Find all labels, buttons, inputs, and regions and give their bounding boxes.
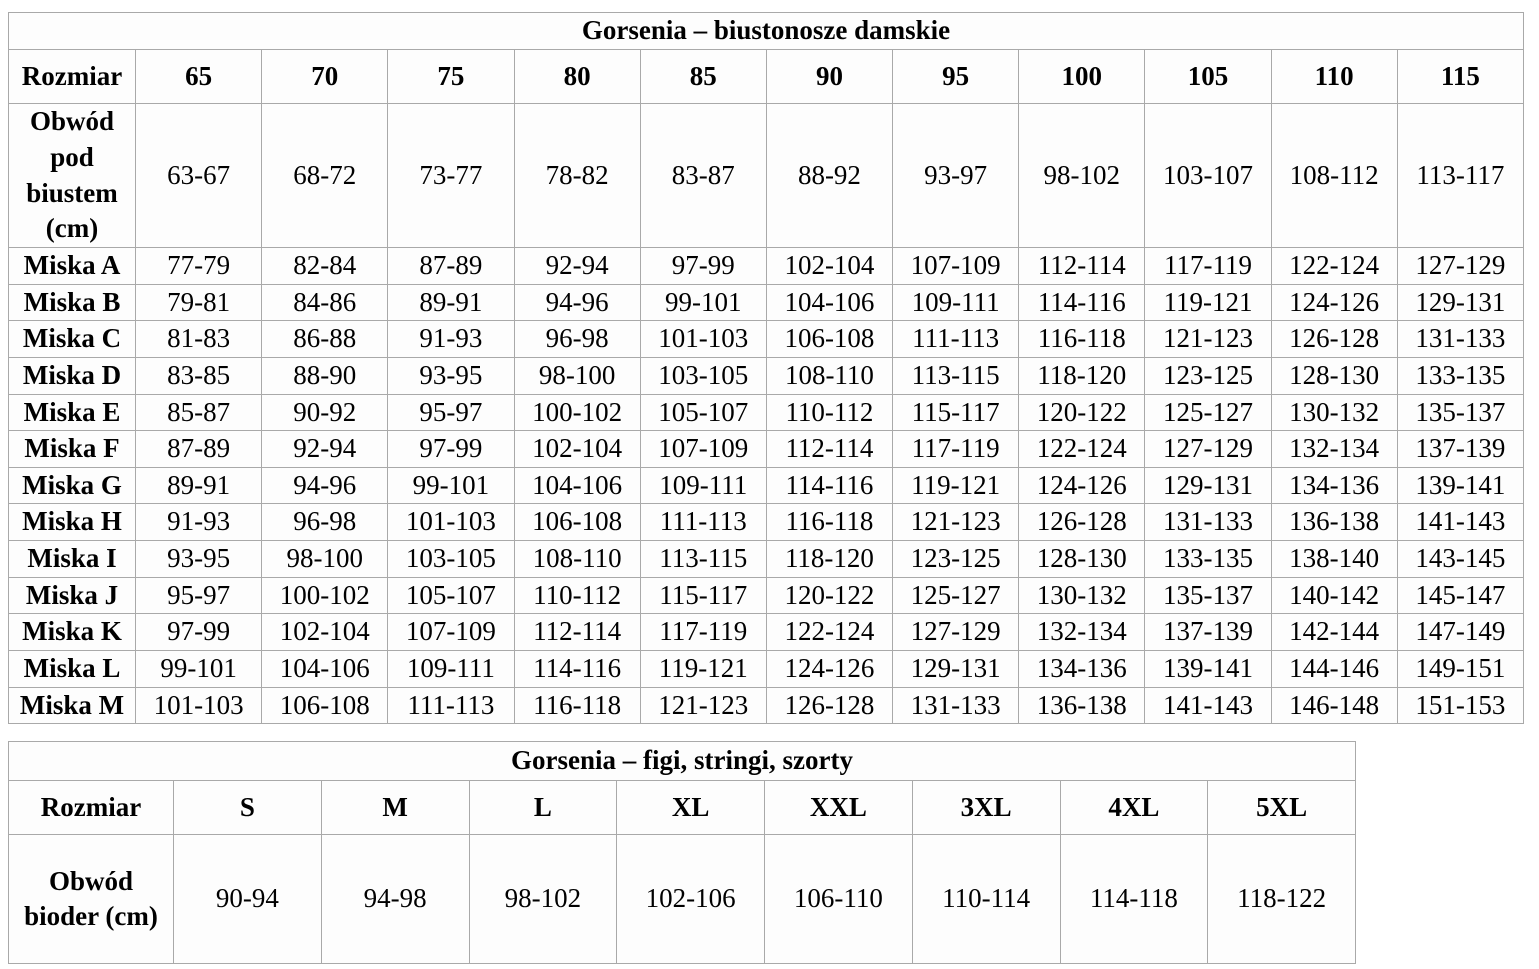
panties-size-header: 3XL: [912, 781, 1060, 835]
bras-value-cell: 104-106: [766, 284, 892, 321]
bras-value-cell: 95-97: [136, 577, 262, 614]
bras-value-cell: 73-77: [388, 104, 514, 248]
bras-value-cell: 99-101: [136, 650, 262, 687]
bras-value-cell: 93-95: [136, 541, 262, 578]
bras-value-cell: 117-119: [640, 614, 766, 651]
panties-value-cell: 106-110: [765, 835, 913, 964]
bras-value-cell: 102-104: [766, 248, 892, 285]
bras-title-row: [9, 13, 1524, 50]
bras-value-cell: 102-104: [514, 431, 640, 468]
bras-value-cell: 113-115: [893, 357, 1019, 394]
panties-size-header: S: [174, 781, 322, 835]
bras-value-cell: 126-128: [1019, 504, 1145, 541]
bras-value-cell: 90-92: [262, 394, 388, 431]
bras-value-cell: 121-123: [640, 687, 766, 724]
bras-value-cell: 87-89: [136, 431, 262, 468]
bras-value-cell: 147-149: [1397, 614, 1523, 651]
bras-row-label: Miska D: [9, 357, 136, 394]
bras-value-cell: 93-97: [893, 104, 1019, 248]
bras-value-cell: 111-113: [893, 321, 1019, 358]
bras-value-cell: 79-81: [136, 284, 262, 321]
bras-value-cell: 114-116: [766, 467, 892, 504]
bras-value-cell: 139-141: [1397, 467, 1523, 504]
bras-row: [9, 104, 1524, 248]
bras-value-cell: 89-91: [388, 284, 514, 321]
bras-value-cell: 123-125: [1145, 357, 1271, 394]
bras-value-cell: 129-131: [893, 650, 1019, 687]
bras-value-cell: 97-99: [388, 431, 514, 468]
panties-row: [9, 835, 1356, 964]
bras-value-cell: 130-132: [1019, 577, 1145, 614]
bras-value-cell: 96-98: [262, 504, 388, 541]
panties-size-header: XXL: [765, 781, 913, 835]
panties-title-row: [9, 742, 1356, 781]
panties-table-title: Gorsenia – figi, stringi, szorty: [9, 742, 1356, 781]
bras-value-cell: 108-110: [514, 541, 640, 578]
bras-row-label: Miska I: [9, 541, 136, 578]
bras-value-cell: 122-124: [1271, 248, 1397, 285]
panties-value-cell: 114-118: [1060, 835, 1208, 964]
bras-value-cell: 121-123: [1145, 321, 1271, 358]
bras-value-cell: 93-95: [388, 357, 514, 394]
bras-row: [9, 577, 1524, 614]
panties-corner-label: Rozmiar: [9, 781, 174, 835]
bras-value-cell: 121-123: [893, 504, 1019, 541]
bras-row-label: Obwód pod biustem (cm): [9, 104, 136, 248]
bras-size-header: 100: [1019, 50, 1145, 104]
bras-value-cell: 83-85: [136, 357, 262, 394]
bras-value-cell: 91-93: [136, 504, 262, 541]
bras-row-label: Miska A: [9, 248, 136, 285]
bras-size-header: 105: [1145, 50, 1271, 104]
bras-value-cell: 119-121: [1145, 284, 1271, 321]
bras-value-cell: 111-113: [388, 687, 514, 724]
bras-value-cell: 118-120: [1019, 357, 1145, 394]
bras-row-label: Miska B: [9, 284, 136, 321]
bras-value-cell: 149-151: [1397, 650, 1523, 687]
bras-row-label: Miska F: [9, 431, 136, 468]
bras-value-cell: 120-122: [766, 577, 892, 614]
bras-value-cell: 127-129: [893, 614, 1019, 651]
bras-value-cell: 135-137: [1145, 577, 1271, 614]
bras-value-cell: 99-101: [388, 467, 514, 504]
panties-value-cell: 94-98: [321, 835, 469, 964]
bras-value-cell: 137-139: [1397, 431, 1523, 468]
bras-value-cell: 133-135: [1397, 357, 1523, 394]
bras-value-cell: 106-108: [514, 504, 640, 541]
bras-value-cell: 130-132: [1271, 394, 1397, 431]
bras-row: [9, 431, 1524, 468]
bras-value-cell: 97-99: [640, 248, 766, 285]
bras-row: [9, 614, 1524, 651]
bras-value-cell: 151-153: [1397, 687, 1523, 724]
bras-value-cell: 131-133: [893, 687, 1019, 724]
bras-value-cell: 114-116: [1019, 284, 1145, 321]
bras-size-header: 75: [388, 50, 514, 104]
bras-value-cell: 116-118: [766, 504, 892, 541]
bras-value-cell: 119-121: [640, 650, 766, 687]
panties-header-row: [9, 781, 1356, 835]
bras-value-cell: 82-84: [262, 248, 388, 285]
bras-value-cell: 97-99: [136, 614, 262, 651]
bras-row-label: Miska J: [9, 577, 136, 614]
bras-value-cell: 136-138: [1271, 504, 1397, 541]
bras-value-cell: 92-94: [262, 431, 388, 468]
bras-value-cell: 95-97: [388, 394, 514, 431]
bras-value-cell: 101-103: [640, 321, 766, 358]
bras-value-cell: 115-117: [893, 394, 1019, 431]
bras-value-cell: 140-142: [1271, 577, 1397, 614]
bras-value-cell: 113-117: [1397, 104, 1523, 248]
bras-value-cell: 127-129: [1145, 431, 1271, 468]
bras-value-cell: 122-124: [766, 614, 892, 651]
panties-size-header: L: [469, 781, 617, 835]
bras-value-cell: 63-67: [136, 104, 262, 248]
bras-row: [9, 541, 1524, 578]
panties-value-cell: 98-102: [469, 835, 617, 964]
bras-value-cell: 96-98: [514, 321, 640, 358]
bras-value-cell: 104-106: [262, 650, 388, 687]
bras-value-cell: 119-121: [893, 467, 1019, 504]
bras-value-cell: 136-138: [1019, 687, 1145, 724]
bras-row: [9, 504, 1524, 541]
bras-row: [9, 284, 1524, 321]
bras-size-table: [8, 12, 1524, 724]
bras-value-cell: 124-126: [1271, 284, 1397, 321]
bras-value-cell: 128-130: [1271, 357, 1397, 394]
bras-value-cell: 109-111: [893, 284, 1019, 321]
bras-value-cell: 123-125: [893, 541, 1019, 578]
bras-value-cell: 110-112: [766, 394, 892, 431]
bras-value-cell: 124-126: [766, 650, 892, 687]
bras-value-cell: 112-114: [1019, 248, 1145, 285]
bras-value-cell: 114-116: [514, 650, 640, 687]
bras-value-cell: 107-109: [640, 431, 766, 468]
bras-value-cell: 138-140: [1271, 541, 1397, 578]
bras-size-header: 90: [766, 50, 892, 104]
bras-value-cell: 105-107: [388, 577, 514, 614]
bras-value-cell: 104-106: [514, 467, 640, 504]
bras-value-cell: 120-122: [1019, 394, 1145, 431]
panties-value-cell: 90-94: [174, 835, 322, 964]
panties-value-cell: 110-114: [912, 835, 1060, 964]
bras-value-cell: 125-127: [893, 577, 1019, 614]
bras-value-cell: 106-108: [766, 321, 892, 358]
bras-value-cell: 132-134: [1271, 431, 1397, 468]
bras-value-cell: 101-103: [388, 504, 514, 541]
bras-value-cell: 143-145: [1397, 541, 1523, 578]
bras-value-cell: 77-79: [136, 248, 262, 285]
bras-value-cell: 103-105: [640, 357, 766, 394]
bras-value-cell: 111-113: [640, 504, 766, 541]
bras-value-cell: 129-131: [1397, 284, 1523, 321]
bras-value-cell: 78-82: [514, 104, 640, 248]
bras-value-cell: 144-146: [1271, 650, 1397, 687]
bras-value-cell: 135-137: [1397, 394, 1523, 431]
bras-value-cell: 88-92: [766, 104, 892, 248]
panties-size-header: 4XL: [1060, 781, 1208, 835]
bras-value-cell: 116-118: [1019, 321, 1145, 358]
bras-value-cell: 98-102: [1019, 104, 1145, 248]
bras-row-label: Miska G: [9, 467, 136, 504]
bras-value-cell: 88-90: [262, 357, 388, 394]
bras-value-cell: 94-96: [262, 467, 388, 504]
bras-value-cell: 125-127: [1145, 394, 1271, 431]
bras-size-header: 80: [514, 50, 640, 104]
bras-value-cell: 112-114: [514, 614, 640, 651]
panties-size-header: 5XL: [1208, 781, 1356, 835]
bras-size-header: 70: [262, 50, 388, 104]
bras-value-cell: 141-143: [1145, 687, 1271, 724]
bras-value-cell: 134-136: [1019, 650, 1145, 687]
bras-value-cell: 129-131: [1145, 467, 1271, 504]
bras-value-cell: 117-119: [893, 431, 1019, 468]
bras-value-cell: 133-135: [1145, 541, 1271, 578]
bras-size-header: 65: [136, 50, 262, 104]
bras-size-header: 85: [640, 50, 766, 104]
bras-value-cell: 110-112: [514, 577, 640, 614]
bras-value-cell: 102-104: [262, 614, 388, 651]
bras-table-title: Gorsenia – biustonosze damskie: [9, 13, 1524, 50]
bras-value-cell: 117-119: [1145, 248, 1271, 285]
bras-value-cell: 132-134: [1019, 614, 1145, 651]
bras-row: [9, 357, 1524, 394]
panties-value-cell: 118-122: [1208, 835, 1356, 964]
bras-value-cell: 94-96: [514, 284, 640, 321]
panties-size-header: XL: [617, 781, 765, 835]
bras-value-cell: 101-103: [136, 687, 262, 724]
bras-value-cell: 68-72: [262, 104, 388, 248]
bras-value-cell: 91-93: [388, 321, 514, 358]
bras-header-row: [9, 50, 1524, 104]
bras-value-cell: 108-112: [1271, 104, 1397, 248]
bras-value-cell: 99-101: [640, 284, 766, 321]
bras-value-cell: 83-87: [640, 104, 766, 248]
bras-value-cell: 81-83: [136, 321, 262, 358]
bras-row: [9, 394, 1524, 431]
bras-value-cell: 98-100: [514, 357, 640, 394]
bras-value-cell: 131-133: [1397, 321, 1523, 358]
bras-value-cell: 113-115: [640, 541, 766, 578]
bras-row: [9, 321, 1524, 358]
bras-value-cell: 92-94: [514, 248, 640, 285]
bras-value-cell: 116-118: [514, 687, 640, 724]
bras-value-cell: 127-129: [1397, 248, 1523, 285]
bras-value-cell: 98-100: [262, 541, 388, 578]
bras-value-cell: 115-117: [640, 577, 766, 614]
bras-value-cell: 142-144: [1271, 614, 1397, 651]
bras-value-cell: 85-87: [136, 394, 262, 431]
bras-size-header: 115: [1397, 50, 1523, 104]
bras-value-cell: 106-108: [262, 687, 388, 724]
bras-row: [9, 467, 1524, 504]
bras-value-cell: 122-124: [1019, 431, 1145, 468]
bras-size-header: 110: [1271, 50, 1397, 104]
bras-value-cell: 131-133: [1145, 504, 1271, 541]
bras-value-cell: 86-88: [262, 321, 388, 358]
bras-value-cell: 112-114: [766, 431, 892, 468]
bras-value-cell: 134-136: [1271, 467, 1397, 504]
bras-value-cell: 100-102: [262, 577, 388, 614]
bras-value-cell: 145-147: [1397, 577, 1523, 614]
bras-row: [9, 650, 1524, 687]
panties-row-label: Obwód bioder (cm): [9, 835, 174, 964]
bras-value-cell: 126-128: [766, 687, 892, 724]
bras-value-cell: 124-126: [1019, 467, 1145, 504]
bras-value-cell: 109-111: [388, 650, 514, 687]
bras-value-cell: 100-102: [514, 394, 640, 431]
panties-size-table: [8, 741, 1356, 964]
bras-value-cell: 103-107: [1145, 104, 1271, 248]
bras-value-cell: 107-109: [388, 614, 514, 651]
bras-value-cell: 107-109: [893, 248, 1019, 285]
bras-value-cell: 103-105: [388, 541, 514, 578]
bras-row-label: Miska E: [9, 394, 136, 431]
bras-value-cell: 146-148: [1271, 687, 1397, 724]
panties-value-cell: 102-106: [617, 835, 765, 964]
bras-row-label: Miska L: [9, 650, 136, 687]
bras-row: [9, 248, 1524, 285]
bras-value-cell: 139-141: [1145, 650, 1271, 687]
bras-row-label: Miska C: [9, 321, 136, 358]
bras-value-cell: 105-107: [640, 394, 766, 431]
panties-size-header: M: [321, 781, 469, 835]
bras-value-cell: 109-111: [640, 467, 766, 504]
bras-value-cell: 118-120: [766, 541, 892, 578]
bras-corner-label: Rozmiar: [9, 50, 136, 104]
bras-size-header: 95: [893, 50, 1019, 104]
bras-row-label: Miska M: [9, 687, 136, 724]
bras-value-cell: 128-130: [1019, 541, 1145, 578]
bras-value-cell: 126-128: [1271, 321, 1397, 358]
bras-row-label: Miska H: [9, 504, 136, 541]
bras-value-cell: 84-86: [262, 284, 388, 321]
bras-value-cell: 137-139: [1145, 614, 1271, 651]
bras-row-label: Miska K: [9, 614, 136, 651]
bras-value-cell: 108-110: [766, 357, 892, 394]
bras-value-cell: 89-91: [136, 467, 262, 504]
bras-value-cell: 141-143: [1397, 504, 1523, 541]
bras-value-cell: 87-89: [388, 248, 514, 285]
bras-row: [9, 687, 1524, 724]
